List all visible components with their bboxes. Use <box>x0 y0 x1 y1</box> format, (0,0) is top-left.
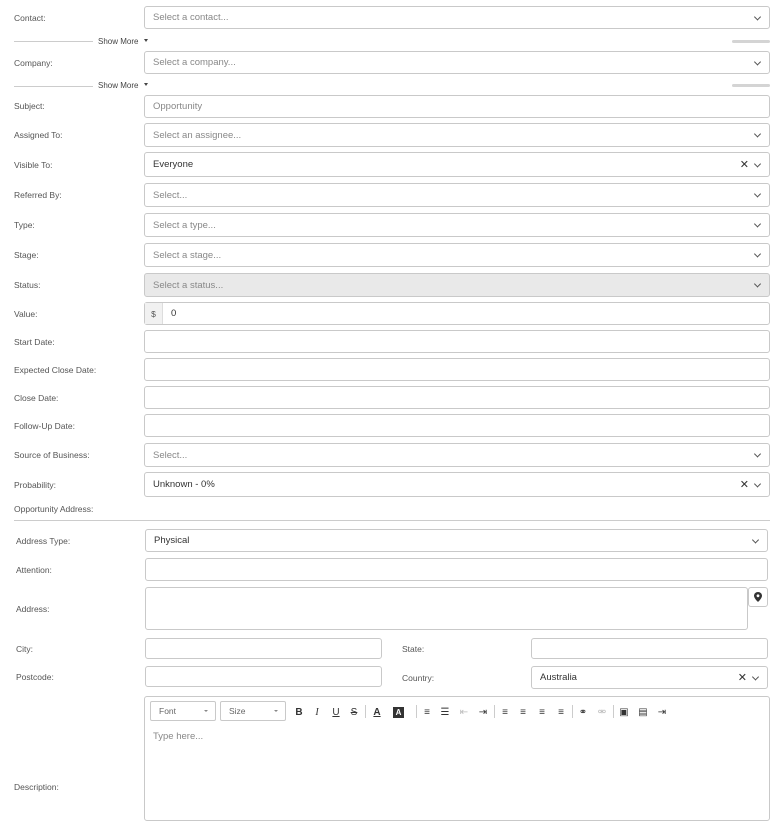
subject-value: Opportunity <box>153 101 203 112</box>
stage-placeholder: Select a stage... <box>153 249 222 261</box>
probability-value: Unknown - 0% <box>153 479 215 490</box>
state-input[interactable] <box>531 638 768 659</box>
city-input[interactable] <box>145 638 382 659</box>
address-type-label: Address Type: <box>16 536 71 546</box>
referred-by-placeholder: Select... <box>153 189 188 201</box>
chevron-down-icon <box>754 58 761 65</box>
state-label: State: <box>402 644 425 654</box>
description-label: Description: <box>14 782 59 792</box>
company-placeholder: Select a company... <box>153 57 236 68</box>
bullet-list-button[interactable]: ☰ <box>440 706 450 718</box>
chevron-down-icon <box>754 130 761 137</box>
value-label: Value: <box>14 309 38 319</box>
visible-to-select[interactable] <box>144 152 770 177</box>
follow-up-date-input[interactable] <box>144 414 770 437</box>
subject-label: Subject: <box>14 101 45 111</box>
start-date-label: Start Date: <box>14 337 55 347</box>
clear-icon[interactable]: ✕ <box>739 478 749 491</box>
paste-button[interactable]: ▤ <box>638 706 648 718</box>
contact-select[interactable] <box>144 6 770 29</box>
address-type-value: Physical <box>154 535 190 546</box>
underline-button[interactable]: U <box>332 706 340 718</box>
insert-button[interactable]: ⇥ <box>657 706 667 718</box>
status-label: Status: <box>14 280 41 290</box>
address-textarea[interactable] <box>145 587 748 630</box>
divider <box>14 86 93 87</box>
size-select-label: Size <box>229 706 246 716</box>
stage-select[interactable] <box>144 243 770 267</box>
chevron-down-icon <box>754 480 761 487</box>
company-label: Company: <box>14 58 53 68</box>
caret-down-icon <box>204 710 208 712</box>
strikethrough-button[interactable]: S <box>350 706 358 718</box>
chevron-down-icon <box>754 13 761 20</box>
assigned-to-select[interactable] <box>144 123 770 147</box>
italic-button[interactable]: I <box>315 706 319 718</box>
map-pin-button[interactable] <box>748 587 768 607</box>
contact-placeholder: Select a contact... <box>153 12 229 23</box>
postcode-label: Postcode: <box>16 672 54 682</box>
subject-input[interactable] <box>144 95 770 118</box>
assigned-to-label: Assigned To: <box>14 130 63 140</box>
opportunity-address-label: Opportunity Address: <box>14 504 94 514</box>
bold-button[interactable]: B <box>295 706 303 718</box>
show-more-contact[interactable]: Show More <box>98 37 148 46</box>
map-pin-icon <box>754 592 762 602</box>
address-divider <box>14 520 770 521</box>
link-button[interactable]: ⚭ <box>578 706 588 718</box>
referred-by-label: Referred By: <box>14 190 62 200</box>
close-date-label: Close Date: <box>14 393 59 403</box>
assigned-to-placeholder: Select an assignee... <box>153 129 242 141</box>
status-placeholder: Select a status... <box>153 279 224 291</box>
probability-label: Probability: <box>14 480 57 490</box>
type-select[interactable] <box>144 213 770 237</box>
outdent-button[interactable]: ⇤ <box>459 706 469 718</box>
referred-by-select[interactable] <box>144 183 770 207</box>
value-input[interactable] <box>144 302 770 325</box>
toolbar-separator <box>613 705 614 718</box>
country-select[interactable] <box>531 666 768 689</box>
city-label: City: <box>16 644 33 654</box>
unlink-button[interactable]: ⚮ <box>597 706 607 718</box>
toolbar-separator <box>572 705 573 718</box>
description-placeholder: Type here... <box>153 731 204 742</box>
resize-grip[interactable] <box>732 40 770 43</box>
contact-label: Contact: <box>14 13 46 23</box>
address-label: Address: <box>16 604 50 614</box>
address-type-select[interactable] <box>145 529 768 552</box>
start-date-input[interactable] <box>144 330 770 353</box>
ordered-list-button[interactable]: ≡ <box>424 706 430 718</box>
chevron-down-icon <box>754 220 761 227</box>
toolbar-separator <box>416 705 417 718</box>
size-select[interactable] <box>220 701 286 721</box>
font-select[interactable] <box>150 701 216 721</box>
chevron-down-icon <box>754 250 761 257</box>
align-right-button[interactable]: ≡ <box>539 706 545 718</box>
chevron-down-icon <box>752 536 759 543</box>
source-of-business-select[interactable] <box>144 443 770 467</box>
source-of-business-placeholder: Select... <box>153 449 188 461</box>
clear-icon[interactable]: ✕ <box>739 158 749 171</box>
country-label: Country: <box>402 673 435 683</box>
attention-input[interactable] <box>145 558 768 581</box>
chevron-down-icon <box>754 160 761 167</box>
chevron-down-icon <box>754 280 761 287</box>
align-left-button[interactable]: ≡ <box>502 706 508 718</box>
font-color-button[interactable]: A <box>373 706 381 718</box>
font-select-label: Font <box>159 706 177 716</box>
probability-select[interactable] <box>144 472 770 497</box>
caret-down-icon <box>144 39 148 42</box>
chevron-down-icon <box>754 450 761 457</box>
type-placeholder: Select a type... <box>153 219 216 231</box>
indent-button[interactable]: ⇥ <box>478 706 488 718</box>
expected-close-date-label: Expected Close Date: <box>14 365 97 375</box>
image-button[interactable]: ▣ <box>619 706 629 718</box>
chevron-down-icon <box>754 190 761 197</box>
toolbar-separator <box>494 705 495 718</box>
close-date-input[interactable] <box>144 386 770 409</box>
type-label: Type: <box>14 220 35 230</box>
value-amount: 0 <box>171 308 177 319</box>
caret-down-icon <box>274 710 278 712</box>
toolbar-separator <box>365 705 366 718</box>
divider <box>14 41 93 42</box>
clear-icon[interactable]: ✕ <box>737 671 747 684</box>
resize-grip[interactable] <box>732 84 770 87</box>
currency-addon: $ <box>145 303 163 324</box>
caret-down-icon <box>144 83 148 86</box>
status-select[interactable] <box>144 273 770 297</box>
follow-up-date-label: Follow-Up Date: <box>14 421 75 431</box>
postcode-input[interactable] <box>145 666 382 687</box>
stage-label: Stage: <box>14 250 39 260</box>
highlight-color-button[interactable]: A <box>393 707 404 718</box>
country-value: Australia <box>540 672 577 683</box>
company-select[interactable] <box>144 51 770 74</box>
align-center-button[interactable]: ≡ <box>520 706 526 718</box>
chevron-down-icon <box>752 673 759 680</box>
expected-close-date-input[interactable] <box>144 358 770 381</box>
attention-label: Attention: <box>16 565 52 575</box>
show-more-company[interactable]: Show More <box>98 81 148 90</box>
visible-to-label: Visible To: <box>14 160 53 170</box>
source-of-business-label: Source of Business: <box>14 450 90 460</box>
justify-button[interactable]: ≡ <box>558 706 564 718</box>
visible-to-value: Everyone <box>153 159 194 170</box>
